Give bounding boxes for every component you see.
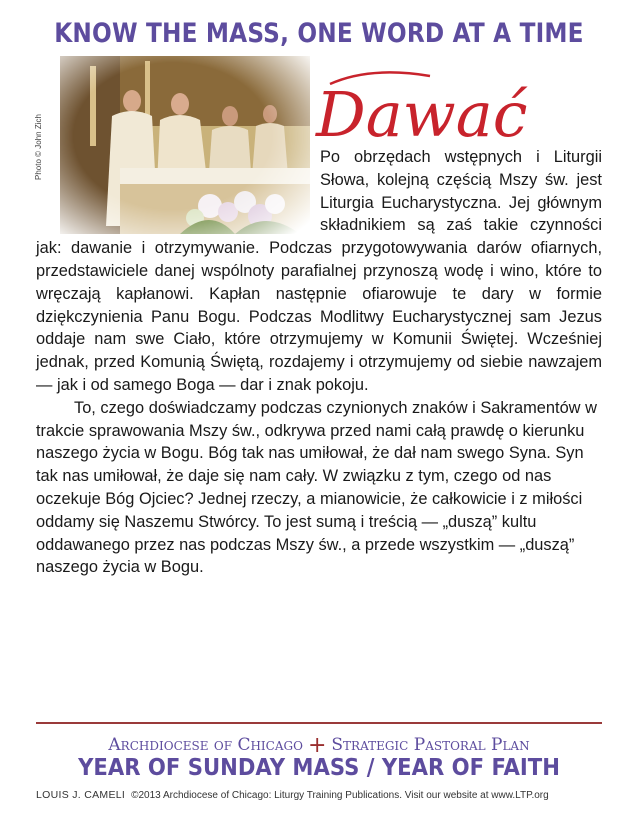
org-left: Archdiocese of Chicago [108,735,303,755]
copyright-text: ©2013 Archdiocese of Chicago: Liturgy Training Publications. Visit our website at www.LTP.org [131,790,549,801]
photo-credit: Photo © John Zich [34,114,43,180]
plus-icon: + [307,733,327,758]
footer-year-line: YEAR OF SUNDAY MASS / YEAR OF FAITH [78,755,560,781]
footer-divider [36,722,602,724]
article-paragraph-1: Po obrzędach wstępnych i Liturgii Słowa, kolejną częścią Mszy św. jest Liturgia Eucharystyczna. Jej głównym składnikiem są zaś takie czynności jak: dawanie i otrzymywanie. Podczas przygotowywania darów ofiarnych, przedstawiciele danej wspólnoty parafialnej przynoszą wodę i wino, które to wręczają kapłanowi. Kapłan następnie ofiarowuje te dary w formie dziękczynienia Panu Bogu. Podczas Modlitwy Eucharystycznej sam Jezus oddaje nam swe Ciało, które otrzymujemy w Komunii Świętej. Wcześniej jednak, przed Komunią Świętą, rozdajemy i otrzymujemy od siebie nawzajem — jak i od samego Boga — dar i znak pokoju. [36,148,602,394]
org-right: Strategic Pastoral Plan [331,735,530,755]
svg-text:Dawać: Dawać [316,78,528,151]
footer-credit [36,789,602,801]
page-headline: KNOW THE MASS, ONE WORD AT A TIME [54,18,584,49]
author-name: LOUIS J. CAMELI [36,789,126,801]
article-body [36,146,602,579]
article-paragraph-2: To, czego doświadczamy podczas czynionych znaków i Sakramentów w trakcie sprawowania Mszy św., odkrywa przed nami całą prawdę o kierunku naszego życia w Bogu. Bóg tak nas umiłował, że dał nam swego Syna. Syn tak nas umiłował, że daje się nam cały. W związku z tym, czego od nas oczekuje Bóg Ojciec? Jednej rzeczy, a mianowicie, że całkowicie i z miłości oddamy się Naszemu Stwórcy. To jest sumą i treścią — „duszą” kultu oddawanego przez nas podczas Mszy św., a przede wszystkim — „duszą” naszego życia w Bogu. [36,398,597,577]
